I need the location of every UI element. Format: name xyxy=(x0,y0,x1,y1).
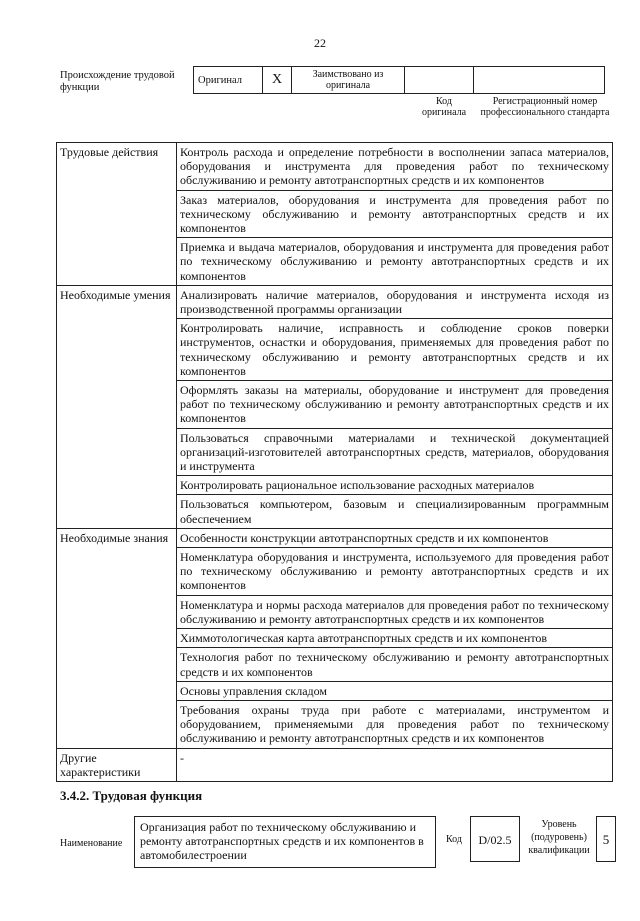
registration-number-cell xyxy=(474,67,605,94)
section-title: 3.4.2. Трудовая функция xyxy=(60,788,203,803)
original-code-cell xyxy=(405,67,474,94)
row-category: Другие характеристики xyxy=(57,748,177,781)
table-row xyxy=(57,748,613,781)
function-code: D/02.5 xyxy=(470,816,520,862)
row-text: Пользоваться справочными материалами и технической документацией организаций-изготовителей автотранспортных средств, материалов, оборудования и инструмента xyxy=(177,428,613,476)
original-code-caption: Код оригинала xyxy=(421,96,467,118)
origin-table xyxy=(193,66,605,94)
table-row xyxy=(57,143,613,191)
original-cell: Оригинал xyxy=(194,67,263,94)
row-text: Номенклатура и нормы расхода материалов для проведения работ по техническому обслуживанию и ремонту автотранспортных средств и их компонентов xyxy=(177,595,613,628)
row-text: Контролировать наличие, исправность и соблюдение сроков поверки инструментов, оснастки и оборудования, применяемых для проведения работ по техническому обслуживанию и ремонту автотранспортных средств и их компонентов xyxy=(177,319,613,381)
row-text: Особенности конструкции автотранспортных средств и их компонентов xyxy=(177,528,613,547)
function-code-label: Код xyxy=(446,834,462,845)
function-details-table xyxy=(56,142,613,782)
original-mark: X xyxy=(263,67,292,94)
row-text: - xyxy=(177,748,613,781)
row-text: Контролировать рациональное использование расходных материалов xyxy=(177,476,613,495)
row-category: Необходимые знания xyxy=(57,528,177,748)
row-text: Заказ материалов, оборудования и инструмента для проведения работ по техническому обслуживанию и ремонту автотранспортных средств и их компонентов xyxy=(177,190,613,238)
row-text: Основы управления складом xyxy=(177,681,613,700)
qualification-level: 5 xyxy=(596,816,616,862)
qualification-level-label: Уровень (подуровень) квалификации xyxy=(528,819,590,856)
row-text: Оформлять заказы на материалы, оборудование и инструмент для проведения работ по техническому обслуживанию и ремонту автотранспортных средств и их компонентов xyxy=(177,381,613,429)
row-text: Требования охраны труда при работе с материалами, инструментом и оборудованием, применяемыми для проведения работ по техническому обслуживанию и ремонту автотранспортных средств и их компонентов xyxy=(177,700,613,748)
row-text: Пользоваться компьютером, базовым и специализированным программным обеспечением xyxy=(177,495,613,528)
row-text: Контроль расхода и определение потребности в восполнении запаса материалов, оборудования и инструмента для проведения работ по техническому обслуживанию и ремонту автотранспортных средств и их компонентов xyxy=(177,143,613,191)
row-category: Необходимые умения xyxy=(57,285,177,528)
registration-number-caption: Регистрационный номер профессионального стандарта xyxy=(480,96,610,118)
borrowed-cell: Заимствовано из оригинала xyxy=(292,67,405,94)
row-text: Анализировать наличие материалов, оборудования и инструмента исходя из производственной программы организации xyxy=(177,285,613,318)
function-name: Организация работ по техническому обслуживанию и ремонту автотранспортных средств и их компонентов в автомобилестроении xyxy=(134,816,436,868)
page-number: 22 xyxy=(314,36,326,50)
row-text: Химмотологическая карта автотранспортных средств и их компонентов xyxy=(177,629,613,648)
function-name-label: Наименование xyxy=(60,838,123,849)
row-category: Трудовые действия xyxy=(57,143,177,286)
table-row xyxy=(57,528,613,547)
row-text: Номенклатура оборудования и инструмента, используемого для проведения работ по техническому обслуживанию и ремонту автотранспортных средств и их компонентов xyxy=(177,548,613,596)
origin-label: Происхождение трудовой функции xyxy=(60,70,175,93)
table-row xyxy=(57,285,613,318)
row-text: Приемка и выдача материалов, оборудования и инструмента для проведения работ по техническому обслуживанию и ремонту автотранспортных средств и их компонентов xyxy=(177,238,613,286)
row-text: Технология работ по техническому обслуживанию и ремонту автотранспортных средств и их компонентов xyxy=(177,648,613,681)
